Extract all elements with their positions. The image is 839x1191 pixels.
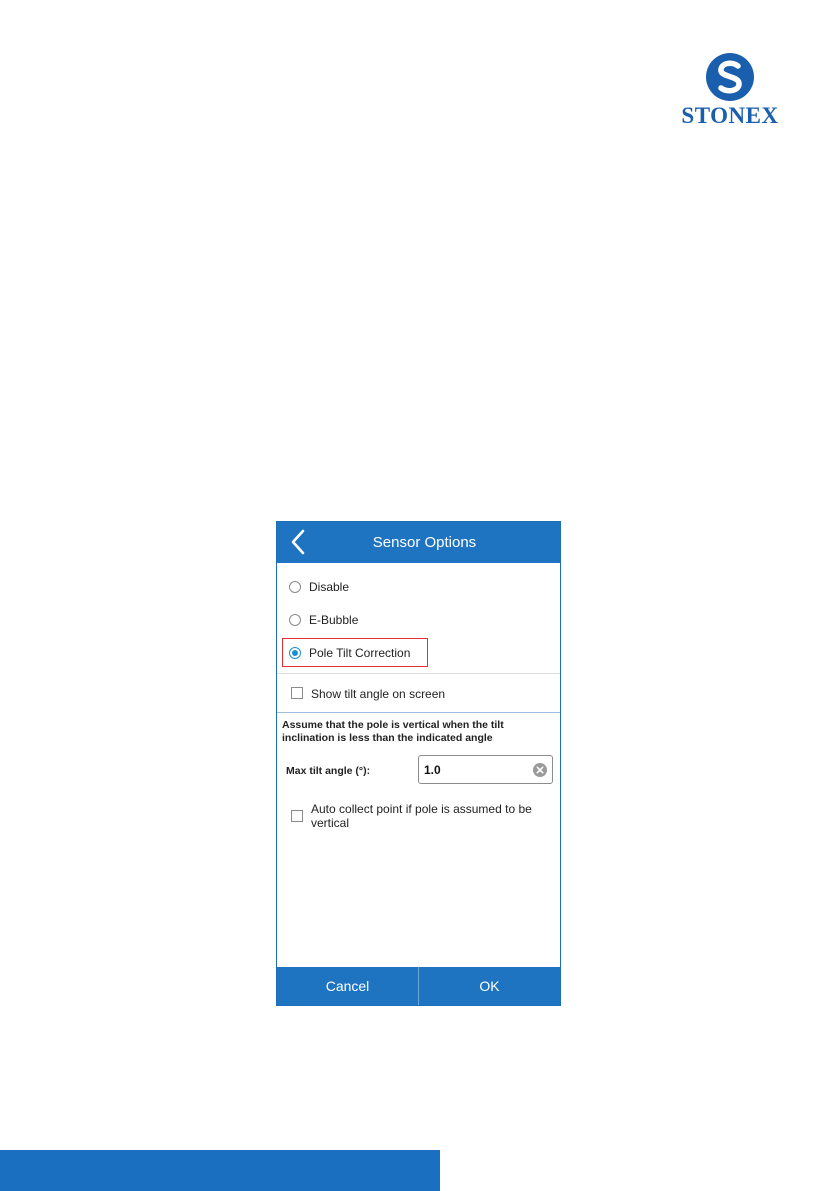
- radio-e-bubble[interactable]: [289, 614, 301, 626]
- max-tilt-input[interactable]: [418, 755, 553, 784]
- show-tilt-checkbox[interactable]: [291, 687, 303, 699]
- cancel-button[interactable]: Cancel: [325, 978, 370, 994]
- option-e-bubble-label: E-Bubble: [309, 613, 359, 627]
- divider: [277, 673, 560, 674]
- divider: [277, 712, 560, 713]
- option-e-bubble[interactable]: [289, 608, 358, 632]
- option-pole-tilt-correction[interactable]: [289, 641, 410, 665]
- max-tilt-value: 1.0: [424, 763, 441, 777]
- footer-bar: [0, 1150, 440, 1191]
- auto-collect-row[interactable]: [291, 802, 546, 830]
- auto-collect-label: Auto collect point if pole is assumed to be vertical: [311, 802, 532, 830]
- logo-text: STONEX: [681, 103, 779, 128]
- radio-pole-tilt-correction[interactable]: [289, 647, 301, 659]
- stonex-emblem-icon: [705, 52, 755, 102]
- show-tilt-label: Show tilt angle on screen: [311, 687, 446, 701]
- clear-icon: [533, 763, 547, 777]
- option-disable-label: Disable: [309, 580, 350, 594]
- clear-button[interactable]: [533, 763, 547, 777]
- radio-disable[interactable]: [289, 581, 301, 593]
- auto-collect-checkbox[interactable]: [291, 810, 303, 822]
- option-disable[interactable]: [289, 575, 349, 599]
- ok-button[interactable]: OK: [479, 978, 500, 994]
- tilt-note: Assume that the pole is vertical when the tilt inclination is less than the indicated angle: [282, 719, 504, 744]
- max-tilt-label: Max tilt angle (°):: [286, 765, 371, 777]
- bottom-action-bar: [277, 967, 560, 1005]
- show-tilt-row[interactable]: [291, 687, 445, 701]
- page-title: Sensor Options: [372, 534, 477, 551]
- option-pole-tilt-label: Pole Tilt Correction: [309, 646, 411, 660]
- stonex-logo: [668, 52, 792, 129]
- sensor-options-screen: [276, 521, 561, 1006]
- title-bar: [277, 522, 560, 563]
